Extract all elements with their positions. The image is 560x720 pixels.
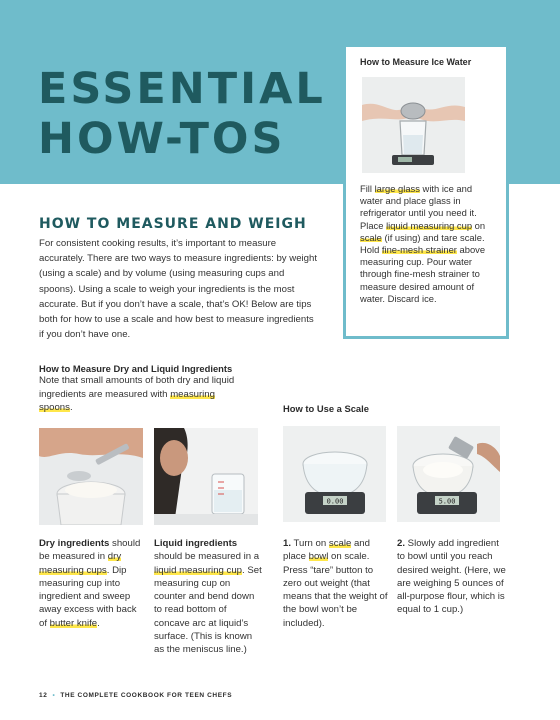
dry-liquid-heading: How to Measure Dry and Liquid Ingredients xyxy=(39,363,233,374)
scale-bowl-illustration xyxy=(283,426,386,522)
liquid-ingredients-caption xyxy=(154,537,262,657)
dry-measuring-illustration xyxy=(39,428,143,525)
scale-heading: How to Use a Scale xyxy=(283,403,369,414)
scale-display-five: 5.00 xyxy=(438,497,456,506)
dry-liquid-note xyxy=(39,374,239,415)
step2-text: Slowly add ingredient to bowl until you reach desired weight. (Here, we are weighing 5 ounces of all-purpose flour, which is equal to 1 cup.) xyxy=(397,538,506,616)
highlight-butter-knife: butter knife xyxy=(49,617,98,629)
highlight-measuring-spoons: measuring spoons xyxy=(39,388,215,413)
dry-text-1: should be measured in xyxy=(39,538,141,563)
step-1-number: 1. xyxy=(283,538,292,549)
ice-water-text-3: on xyxy=(472,219,486,231)
highlight-scale: scale xyxy=(328,538,352,549)
scale-flour-illustration xyxy=(397,426,500,522)
scale-step-2-caption xyxy=(397,537,507,617)
liquid-measuring-illustration xyxy=(154,428,258,525)
page-title-line2: HOW-TOS xyxy=(38,114,286,164)
liquid-text-1: should be measured in a xyxy=(154,551,260,563)
scale-bowl-photo xyxy=(283,426,386,522)
ice-water-title: How to Measure Ice Water xyxy=(360,57,472,67)
step1-text-1: Turn on xyxy=(291,538,329,549)
step-2-number: 2. xyxy=(397,538,406,549)
ice-water-text-5: above measuring cup. Pour water through fine-mesh strainer to measure desired amount of water. Discard ice. xyxy=(360,244,486,304)
highlight-liquid-measuring-cup: liquid measuring cup xyxy=(154,564,242,576)
strainer-photo-illustration xyxy=(362,77,465,173)
liquid-measuring-photo xyxy=(154,428,258,525)
ice-water-highlight-strainer: fine-mesh strainer xyxy=(381,244,457,256)
page-title xyxy=(38,64,326,164)
scale-flour-photo xyxy=(397,426,500,522)
measure-intro-paragraph: For consistent cooking results, it’s important to measure accurately. There are two ways to measure ingredients: by weight (using a scale) and by volume (using measuring cups and spoons). Using a scale to weigh your ingredients is the most accurate. But if you don’t have a scale, that’s OK! Below are tips both for how to use a scale and how best to measure ingredients if you don’t have one. xyxy=(39,238,317,341)
book-title: THE COMPLETE COOKBOOK FOR TEEN CHEFS xyxy=(60,692,233,699)
dry-ingredients-caption xyxy=(39,537,144,630)
strainer-over-measuring-cup-photo xyxy=(362,77,465,173)
section-title-measure-weigh: HOW TO MEASURE AND WEIGH xyxy=(39,216,307,232)
ice-water-text-4: (if using) and tare scale. Hold xyxy=(360,231,485,256)
ice-water-highlight-liquid-cup: liquid measuring cup xyxy=(386,219,473,231)
dry-text-2: . Dip measuring cup into ingredient and sweep away excess with back of xyxy=(39,564,137,629)
ice-water-text-2: with ice and water and place glass in refrigerator until you need it. Place xyxy=(360,183,477,231)
liquid-ingredients-label: Liquid ingredients xyxy=(154,538,238,549)
scale-display-zero: 0.00 xyxy=(326,497,344,506)
dry-measuring-photo xyxy=(39,428,143,525)
footer-bullet-icon: • xyxy=(52,692,56,699)
dry-liquid-note-text: Note that small amounts of both dry and liquid ingredients are measured with xyxy=(39,375,235,400)
step1-text-2: and place xyxy=(283,538,370,563)
step1-text-3: on scale. Press “tare” button to zero out weight (that means that the weight of the bowl won’t be included). xyxy=(283,551,388,629)
ice-water-highlight-large-glass: large glass xyxy=(374,183,420,194)
ice-water-sidebar xyxy=(343,44,509,339)
scale-step-1-caption xyxy=(283,537,389,630)
page-number: 12 xyxy=(39,692,48,699)
page-footer xyxy=(39,692,232,699)
liquid-text-2: . Set measuring cup on counter and bend down to read bottom of concave arc at liquid’s surface. (This is known as the meniscus line.) xyxy=(154,564,262,656)
dry-liquid-note-end: . xyxy=(69,402,73,413)
ice-water-text-1: Fill xyxy=(360,183,375,194)
dry-ingredients-label: Dry ingredients xyxy=(39,538,110,549)
dry-text-3: . xyxy=(97,617,100,629)
ice-water-highlight-scale: scale xyxy=(360,231,382,243)
highlight-dry-measuring-cups: dry measuring cups xyxy=(39,551,122,576)
ice-water-instructions xyxy=(360,183,492,305)
page-title-line1: ESSENTIAL xyxy=(38,64,326,114)
highlight-bowl: bowl xyxy=(308,551,329,563)
